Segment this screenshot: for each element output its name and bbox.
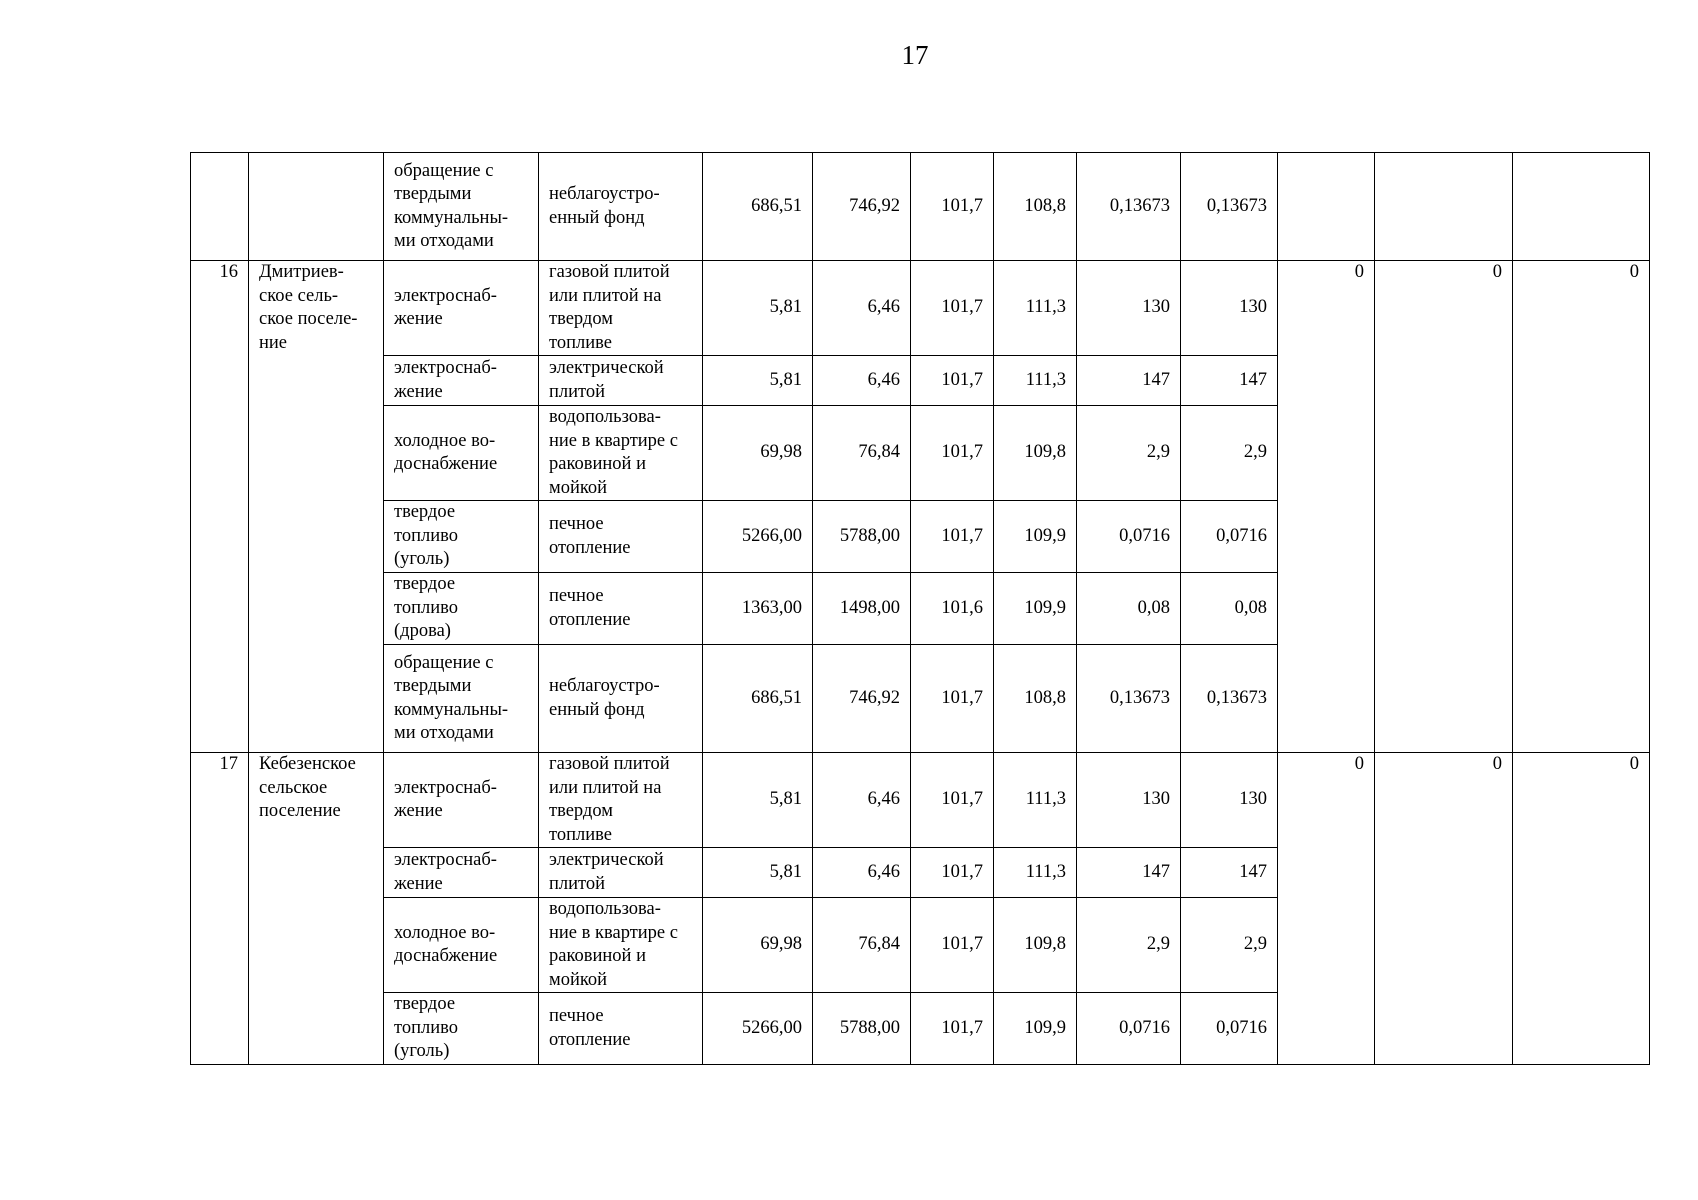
value-cell: 5788,00 <box>813 993 911 1065</box>
value-cell: 101,7 <box>911 501 994 573</box>
row-number-cell: 17 <box>191 753 249 1065</box>
value-cell: 746,92 <box>813 153 911 261</box>
value-cell: 76,84 <box>813 406 911 501</box>
value-cell: 5266,00 <box>703 501 813 573</box>
condition-cell: газовой плитой или плитой на твердом топливе <box>539 261 703 356</box>
indicator-cell: 0 <box>1278 753 1375 1065</box>
settlement-name-cell: Кебезенское сельское поселение <box>249 753 384 1065</box>
value-cell: 109,9 <box>994 573 1077 645</box>
indicator-cell <box>1375 153 1513 261</box>
value-cell: 101,6 <box>911 573 994 645</box>
value-cell: 130 <box>1077 753 1181 848</box>
value-cell: 0,13673 <box>1181 645 1278 753</box>
value-cell: 109,9 <box>994 993 1077 1065</box>
service-cell: электроснаб- жение <box>384 356 539 406</box>
indicator-cell <box>1513 153 1650 261</box>
value-cell: 130 <box>1077 261 1181 356</box>
value-cell: 69,98 <box>703 898 813 993</box>
value-cell: 686,51 <box>703 153 813 261</box>
value-cell: 2,9 <box>1077 406 1181 501</box>
condition-cell: неблагоустро- енный фонд <box>539 153 703 261</box>
value-cell: 1363,00 <box>703 573 813 645</box>
indicator-cell <box>1278 153 1375 261</box>
table-row <box>191 153 1650 261</box>
value-cell: 0,0716 <box>1181 501 1278 573</box>
tariff-table <box>190 152 1650 1065</box>
value-cell: 101,7 <box>911 898 994 993</box>
value-cell: 111,3 <box>994 848 1077 898</box>
condition-cell: электрической плитой <box>539 848 703 898</box>
value-cell: 101,7 <box>911 406 994 501</box>
value-cell: 6,46 <box>813 753 911 848</box>
value-cell: 147 <box>1077 848 1181 898</box>
value-cell: 147 <box>1181 356 1278 406</box>
page-number: 17 <box>901 40 929 70</box>
value-cell: 101,7 <box>911 993 994 1065</box>
value-cell: 686,51 <box>703 645 813 753</box>
value-cell: 6,46 <box>813 848 911 898</box>
condition-cell: неблагоустро- енный фонд <box>539 645 703 753</box>
value-cell: 2,9 <box>1181 898 1278 993</box>
service-cell: электроснаб- жение <box>384 848 539 898</box>
value-cell: 101,7 <box>911 645 994 753</box>
value-cell: 0,08 <box>1181 573 1278 645</box>
value-cell: 108,8 <box>994 153 1077 261</box>
value-cell: 69,98 <box>703 406 813 501</box>
condition-cell: водопользова- ние в квартире с раковиной и мойкой <box>539 898 703 993</box>
value-cell: 130 <box>1181 261 1278 356</box>
value-cell: 6,46 <box>813 261 911 356</box>
value-cell: 101,7 <box>911 848 994 898</box>
settlement-cell <box>249 153 384 261</box>
value-cell: 0,13673 <box>1077 645 1181 753</box>
condition-cell: печное отопление <box>539 573 703 645</box>
condition-cell: водопользова- ние в квартире с раковиной и мойкой <box>539 406 703 501</box>
indicator-cell: 0 <box>1375 261 1513 753</box>
table-row <box>191 753 1650 848</box>
service-cell: твердое топливо (уголь) <box>384 993 539 1065</box>
value-cell: 109,9 <box>994 501 1077 573</box>
condition-cell: электрической плитой <box>539 356 703 406</box>
row-number-cell: 16 <box>191 261 249 753</box>
service-cell: холодное во- доснабжение <box>384 406 539 501</box>
value-cell: 0,0716 <box>1077 993 1181 1065</box>
condition-cell: печное отопление <box>539 993 703 1065</box>
service-cell: обращение с твердыми коммунальны- ми отходами <box>384 645 539 753</box>
service-cell: обращение с твердыми коммунальны- ми отходами <box>384 153 539 261</box>
settlement-name-cell: Дмитриев- ское сель- ское поселе- ние <box>249 261 384 753</box>
value-cell: 2,9 <box>1181 406 1278 501</box>
value-cell: 147 <box>1181 848 1278 898</box>
service-cell: электроснаб- жение <box>384 261 539 356</box>
value-cell: 109,8 <box>994 898 1077 993</box>
value-cell: 101,7 <box>911 356 994 406</box>
value-cell: 0,13673 <box>1181 153 1278 261</box>
value-cell: 2,9 <box>1077 898 1181 993</box>
indicator-cell: 0 <box>1375 753 1513 1065</box>
value-cell: 109,8 <box>994 406 1077 501</box>
table-row <box>191 261 1650 356</box>
service-cell: электроснаб- жение <box>384 753 539 848</box>
condition-cell: газовой плитой или плитой на твердом топливе <box>539 753 703 848</box>
value-cell: 1498,00 <box>813 573 911 645</box>
service-cell: твердое топливо (уголь) <box>384 501 539 573</box>
indicator-cell: 0 <box>1513 753 1650 1065</box>
indicator-cell: 0 <box>1278 261 1375 753</box>
value-cell: 111,3 <box>994 356 1077 406</box>
value-cell: 746,92 <box>813 645 911 753</box>
value-cell: 5,81 <box>703 753 813 848</box>
value-cell: 5,81 <box>703 356 813 406</box>
value-cell: 101,7 <box>911 153 994 261</box>
value-cell: 5788,00 <box>813 501 911 573</box>
value-cell: 101,7 <box>911 261 994 356</box>
value-cell: 108,8 <box>994 645 1077 753</box>
condition-cell: печное отопление <box>539 501 703 573</box>
value-cell: 5,81 <box>703 848 813 898</box>
value-cell: 101,7 <box>911 753 994 848</box>
service-cell: твердое топливо (дрова) <box>384 573 539 645</box>
row-number-cell <box>191 153 249 261</box>
value-cell: 130 <box>1181 753 1278 848</box>
value-cell: 6,46 <box>813 356 911 406</box>
value-cell: 0,08 <box>1077 573 1181 645</box>
value-cell: 76,84 <box>813 898 911 993</box>
indicator-cell: 0 <box>1513 261 1650 753</box>
value-cell: 0,0716 <box>1181 993 1278 1065</box>
value-cell: 111,3 <box>994 261 1077 356</box>
value-cell: 5266,00 <box>703 993 813 1065</box>
value-cell: 0,13673 <box>1077 153 1181 261</box>
service-cell: холодное во- доснабжение <box>384 898 539 993</box>
value-cell: 111,3 <box>994 753 1077 848</box>
value-cell: 5,81 <box>703 261 813 356</box>
value-cell: 0,0716 <box>1077 501 1181 573</box>
value-cell: 147 <box>1077 356 1181 406</box>
